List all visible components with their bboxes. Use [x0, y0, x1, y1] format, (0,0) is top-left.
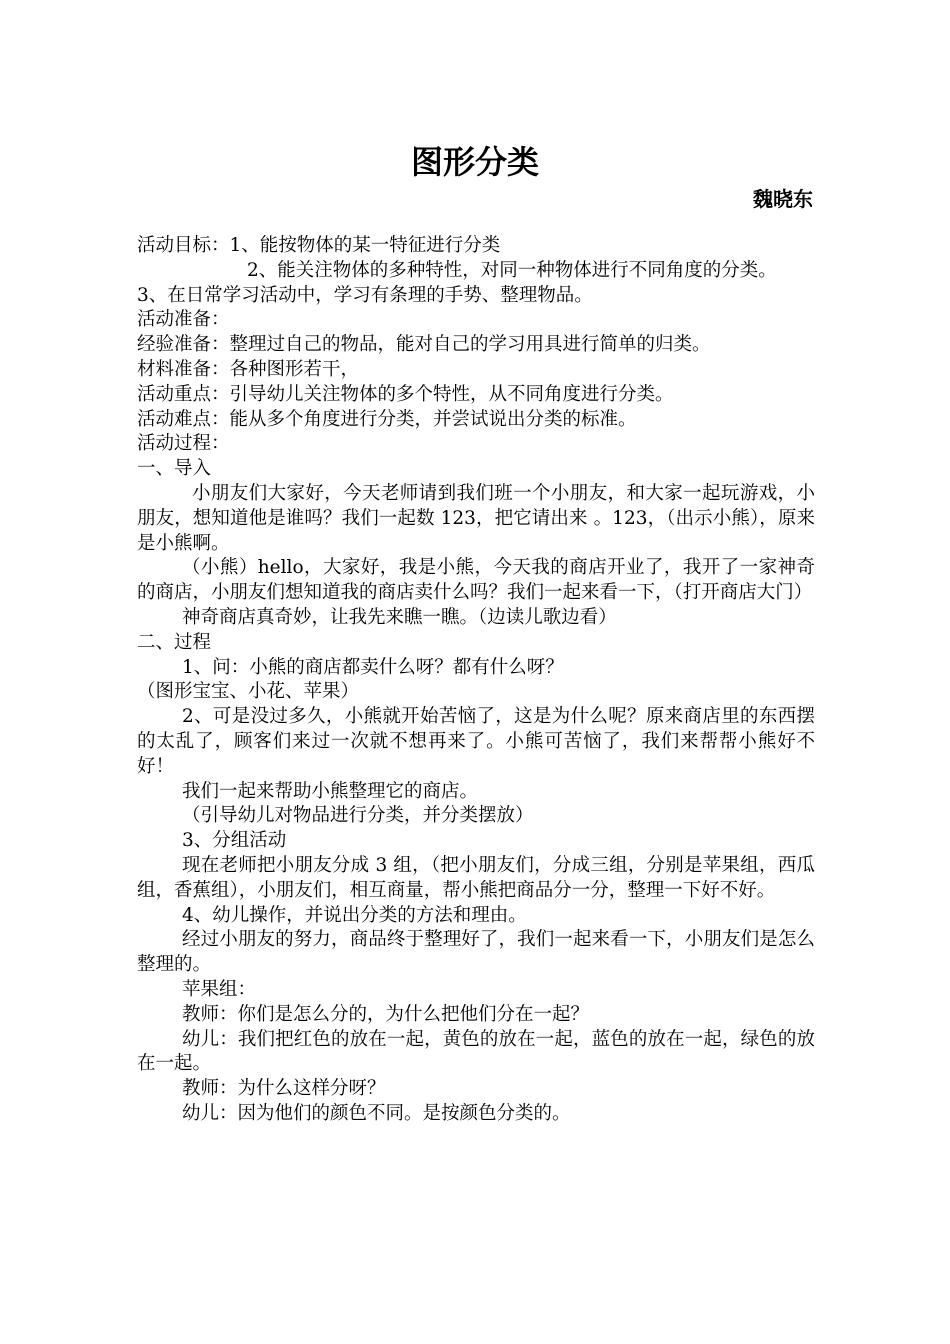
goal-line-2: 2、能关注物体的多种特性，对同一种物体进行不同角度的分类。: [247, 259, 777, 281]
process-answer: （图形宝宝、小花、苹果）: [137, 681, 360, 703]
process-help-line: 我们一起来帮助小熊整理它的商店。: [182, 780, 479, 802]
document-title: 图形分类: [410, 143, 539, 181]
group-activity-heading: 3、分组活动: [182, 830, 287, 852]
activity-difficulty: 活动难点：能从多个角度进行分类，并尝试说出分类的标准。: [137, 408, 637, 430]
intro-paragraph-1: 小朋友们大家好，今天老师请到我们班一个小朋友，和大家一起玩游戏，小朋友，想知道他是谁吗？我们一起数 123，把它请出来 。123，（出示小熊），原来是小熊啊。: [137, 482, 815, 554]
process-question: 1、问：小熊的商店都卖什么呀？都有什么呀？: [182, 656, 564, 678]
child-answer-1: 幼儿：我们把红色的放在一起，黄色的放在一起，蓝色的放在一起，绿色的放在一起。: [137, 1028, 815, 1075]
document-author: 魏晓东: [753, 187, 813, 211]
process-guide-line: （引导幼儿对物品进行分类，并分类摆放）: [182, 805, 534, 827]
goal-line-3: 3、在日常学习活动中，学习有条理的手势、整理物品。: [137, 284, 593, 306]
experience-preparation: 经验准备：整理过自己的物品，能对自己的学习用具进行简单的归类。: [137, 334, 711, 356]
intro-paragraph-2: （小熊）hello，大家好，我是小熊，今天我的商店开业了，我开了一家神奇的商店，小朋友们想知道我的商店卖什么吗？我们一起来看一下，（打开商店大门）: [137, 557, 815, 604]
material-preparation: 材料准备：各种图形若干，: [137, 358, 360, 380]
process-paragraph-2: 2、可是没过多久，小熊就开始苦恼了，这是为什么呢？原来商店里的东西摆的太乱了，顾客们来过一次就不想再来了。小熊可苦恼了，我们来帮帮小熊好不好！: [137, 706, 815, 777]
section-intro-heading: 一、导入: [137, 458, 212, 480]
intro-paragraph-3: 神奇商店真奇妙，让我先来瞧一瞧。（边读儿歌边看）: [182, 606, 617, 628]
teacher-question-2: 教师：为什么这样分呀？: [182, 1078, 386, 1100]
activity-focus: 活动重点：引导幼儿关注物体的多个特性，从不同角度进行分类。: [137, 383, 674, 405]
apple-group-label: 苹果组：: [182, 978, 257, 1000]
document-body: [137, 234, 815, 1127]
goal-line-1: 活动目标：1、能按物体的某一特征进行分类: [137, 235, 501, 256]
result-paragraph: 经过小朋友的努力，商品终于整理好了，我们一起来看一下，小朋友们是怎么整理的。: [137, 929, 815, 976]
child-answer-2: 幼儿：因为他们的颜色不同。是按颜色分类的。: [182, 1102, 571, 1124]
process-heading: 活动过程：: [137, 433, 230, 455]
section-process-heading: 二、过程: [137, 631, 212, 653]
group-activity-paragraph: 现在老师把小朋友分成 3 组，（把小朋友们，分成三组，分别是苹果组，西瓜组，香蕉组），小朋友们，相互商量，帮小熊把商品分一分，整理一下好不好。: [137, 854, 815, 901]
child-operation-line: 4、幼儿操作，并说出分类的方法和理由。: [182, 904, 527, 926]
preparation-heading: 活动准备：: [137, 309, 230, 331]
teacher-question-1: 教师：你们是怎么分的，为什么把他们分在一起？: [182, 1003, 590, 1025]
